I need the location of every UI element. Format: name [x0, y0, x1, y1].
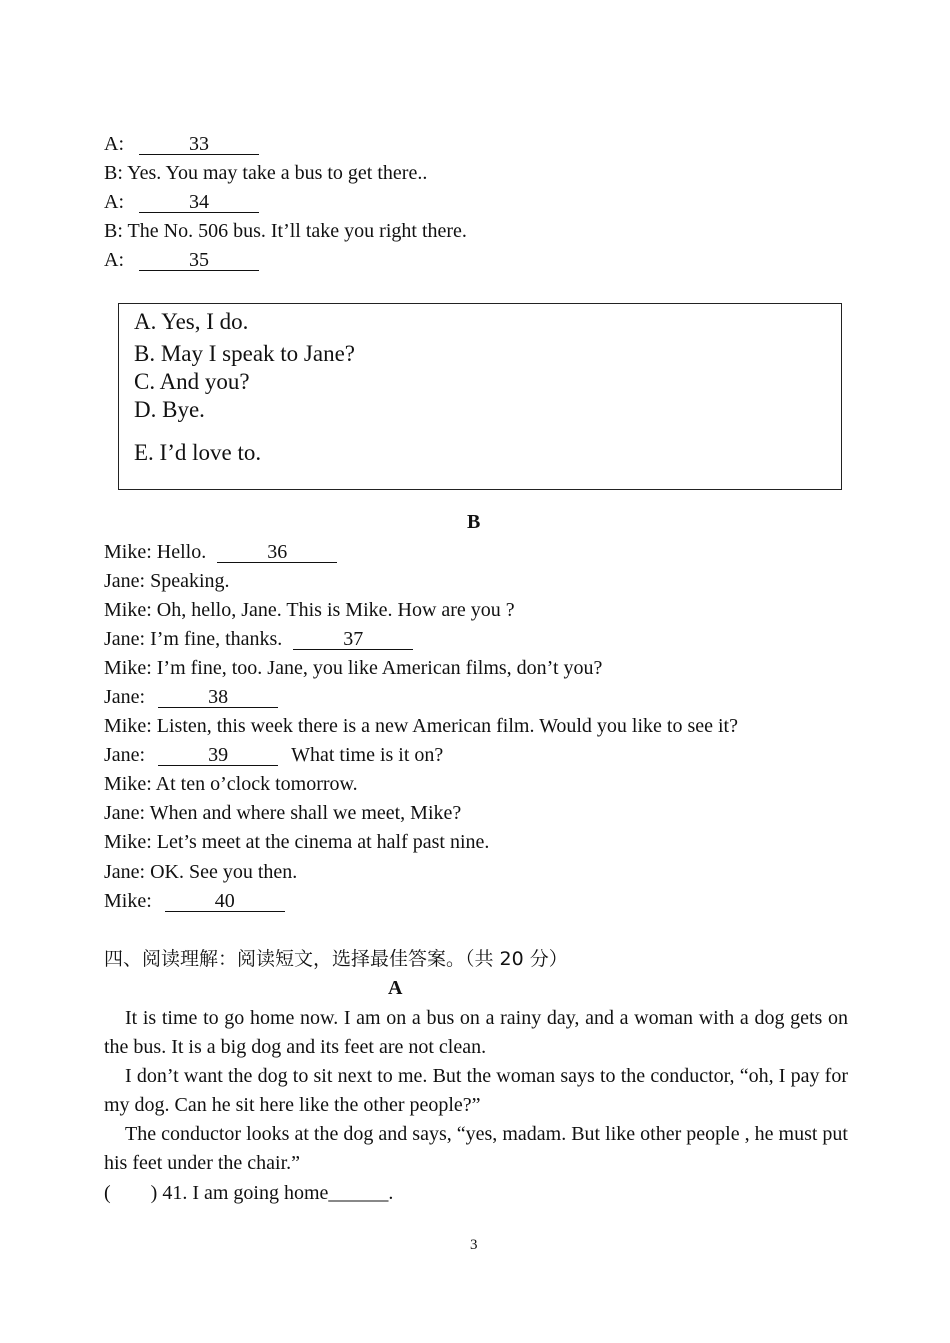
dialogue-line [104, 246, 259, 275]
answer-blank-36: 36 [217, 542, 337, 563]
dialogue-line [104, 887, 285, 916]
answer-paren: ( ) [104, 1182, 158, 1204]
answer-blank-39: 39 [158, 745, 278, 766]
dialogue-line [104, 828, 489, 857]
dialogue-line [104, 770, 358, 799]
dialogue-line [104, 596, 515, 625]
option-b: B. May I speak to Jane? [134, 341, 355, 366]
dialogue-text: Yes. You may take a bus to get there.. [127, 162, 428, 184]
dialogue-text: Jane: [104, 686, 146, 708]
section-b-heading: B [467, 511, 481, 533]
answer-blank-40: 40 [165, 891, 285, 912]
option-c: C. And you? [134, 369, 250, 394]
option-a: A. Yes, I do. [134, 309, 249, 334]
dialogue-line [104, 217, 467, 246]
speaker: B: [104, 162, 123, 184]
dialogue-text: What time is it on? [291, 744, 444, 766]
dialogue-line [104, 799, 461, 828]
speaker: B: [104, 220, 123, 242]
dialogue-line [104, 188, 259, 217]
question-41 [104, 1179, 393, 1208]
speaker: A: [104, 249, 124, 271]
answer-blank-33: 33 [139, 134, 259, 155]
dialogue-text: The No. 506 bus. It’ll take you right there. [127, 220, 467, 242]
dialogue-text: Mike: I’m fine, too. Jane, you like American films, don’t you? [104, 657, 603, 679]
dialogue-text: Jane: [104, 744, 146, 766]
dialogue-text: Mike: Hello. [104, 541, 207, 563]
passage-heading: A [388, 977, 403, 999]
answer-blank-38: 38 [158, 687, 278, 708]
dialogue-text: Jane: Speaking. [104, 570, 230, 592]
dialogue-line [104, 654, 602, 683]
dialogue-line [104, 130, 259, 159]
dialogue-line [104, 712, 738, 741]
question-blank: ______ [328, 1182, 389, 1204]
dialogue-line [104, 683, 278, 712]
dialogue-line [104, 538, 337, 567]
option-e: E. I’d love to. [134, 440, 262, 465]
answer-blank-37: 37 [293, 629, 413, 650]
answer-blank-34: 34 [139, 192, 259, 213]
question-text: 41. I am going home [162, 1182, 329, 1204]
option-d: D. Bye. [134, 397, 205, 422]
section-title: 四、阅读理解：阅读短文，选择最佳答案。（共 20 分） [104, 948, 568, 970]
options-box [118, 303, 842, 490]
dialogue-text: Mike: At ten o’clock tomorrow. [104, 773, 358, 795]
dialogue-line [104, 567, 230, 596]
speaker: A: [104, 133, 124, 155]
answer-blank-35: 35 [139, 250, 259, 271]
question-end: . [388, 1182, 394, 1204]
dialogue-line [104, 625, 413, 654]
speaker: A: [104, 191, 124, 213]
dialogue-line [104, 159, 427, 188]
dialogue-text: Jane: OK. See you then. [104, 861, 298, 883]
passage-paragraph: It is time to go home now. I am on a bus on a rainy day, and a woman with a dog gets on the bus. It is a big dog and its feet are not clean. [104, 1007, 848, 1058]
dialogue-text: Jane: I’m fine, thanks. [104, 628, 283, 650]
passage-paragraph: I don’t want the dog to sit next to me. But the woman says to the conductor, “oh, I pay for my dog. Can he sit here like the other people?” [104, 1065, 848, 1116]
dialogue-text: Mike: [104, 890, 152, 912]
page-number: 3 [470, 1237, 478, 1253]
dialogue-line [104, 858, 297, 887]
dialogue-text: Mike: Let’s meet at the cinema at half past nine. [104, 831, 490, 853]
dialogue-text: Jane: When and where shall we meet, Mike? [104, 802, 462, 824]
dialogue-text: Mike: Listen, this week there is a new American film. Would you like to see it? [104, 715, 738, 737]
dialogue-line [104, 741, 443, 770]
passage-paragraph: The conductor looks at the dog and says, “yes, madam. But like other people , he must put his feet under the chair.” [104, 1123, 848, 1174]
dialogue-text: Mike: Oh, hello, Jane. This is Mike. How are you ? [104, 599, 515, 621]
